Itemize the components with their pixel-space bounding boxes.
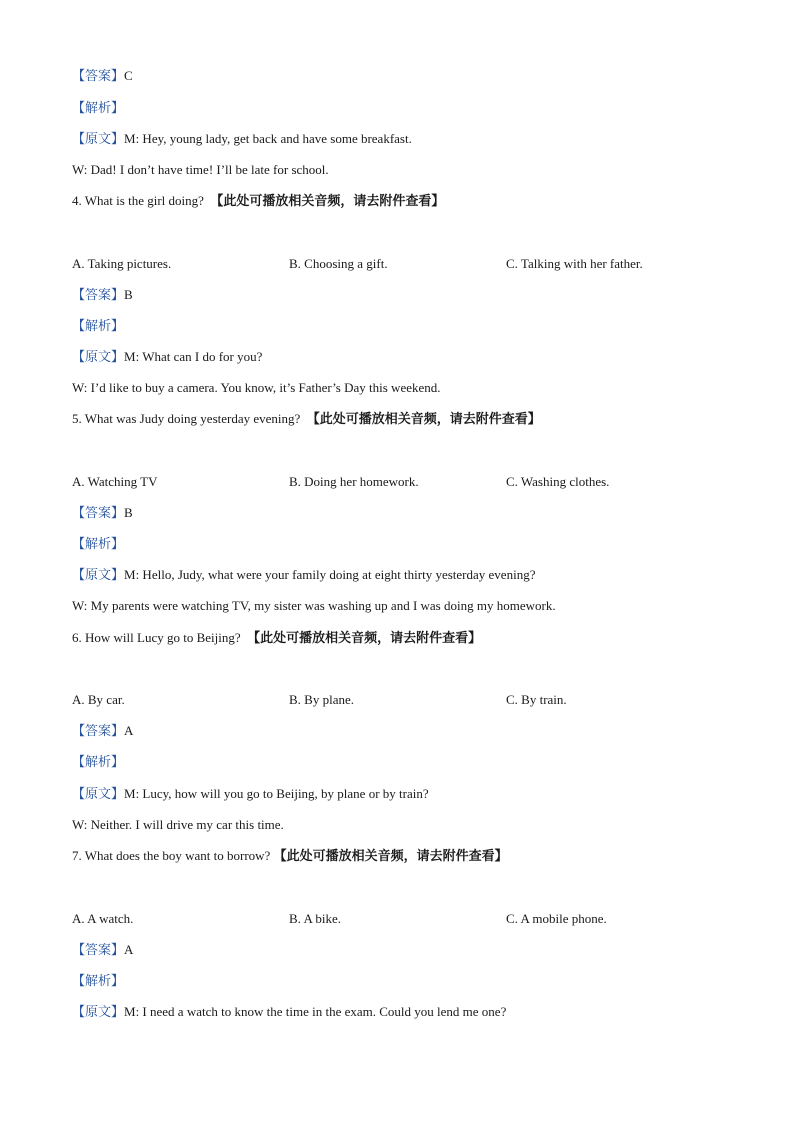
transcript-line: W: I’d like to buy a camera. You know, it’s Father’s Day this weekend. [72,380,441,395]
option-a: A. Taking pictures. [72,256,172,271]
audio-note: 【此处可播放相关音频，请去附件查看】 [210,194,445,209]
option-c: C. A mobile phone. [506,911,607,926]
option-b: B. Choosing a gift. [289,256,388,271]
question-5: 5. What was Judy doing yesterday evening? 【此处可播放相关音频，请去附件查看】 [72,411,541,427]
transcript-line: W: My parents were watching TV, my sister was washing up and I was doing my homework. [72,598,556,613]
question-6: 6. How will Lucy go to Beijing? 【此处可播放相关音频，请去附件查看】 [72,630,482,646]
analysis-label: 【解析】 [72,974,125,989]
audio-note: 【此处可播放相关音频，请去附件查看】 [273,849,508,864]
option-c: C. Washing clothes. [506,474,610,489]
transcript-line: 【原文】M: Hello, Judy, what were your family doing at eight thirty yesterday evening? [72,567,536,583]
transcript-line: 【原文】M: Hey, young lady, get back and have some breakfast. [72,131,412,147]
transcript-line: 【原文】M: I need a watch to know the time in the exam. Could you lend me one? [72,1004,507,1020]
audio-note: 【此处可播放相关音频，请去附件查看】 [306,412,541,427]
option-b: B. Doing her homework. [289,474,419,489]
question-4: 4. What is the girl doing? 【此处可播放相关音频，请去附件查看】 [72,193,445,209]
option-b: B. By plane. [289,692,354,707]
answer-line: 【答案】B [72,287,133,303]
transcript-line: 【原文】M: Lucy, how will you go to Beijing, by plane or by train? [72,786,429,802]
option-a: A. A watch. [72,911,134,926]
analysis-label: 【解析】 [72,101,125,116]
option-c: C. Talking with her father. [506,256,643,271]
question-7: 7. What does the boy want to borrow? 【此处可播放相关音频，请去附件查看】 [72,848,508,864]
analysis-label: 【解析】 [72,537,125,552]
answer-line: 【答案】A [72,723,134,739]
option-a: A. Watching TV [72,474,158,489]
answer-line: 【答案】A [72,942,134,958]
option-b: B. A bike. [289,911,342,926]
answer-line: 【答案】C [72,68,133,84]
transcript-line: 【原文】M: What can I do for you? [72,349,263,365]
option-a: A. By car. [72,692,125,707]
option-c: C. By train. [506,692,567,707]
transcript-line: W: Dad! I don’t have time! I’ll be late for school. [72,162,329,177]
transcript-line: W: Neither. I will drive my car this time. [72,817,284,832]
answer-line: 【答案】B [72,505,133,521]
audio-note: 【此处可播放相关音频，请去附件查看】 [247,631,482,646]
analysis-label: 【解析】 [72,755,125,770]
analysis-label: 【解析】 [72,319,125,334]
